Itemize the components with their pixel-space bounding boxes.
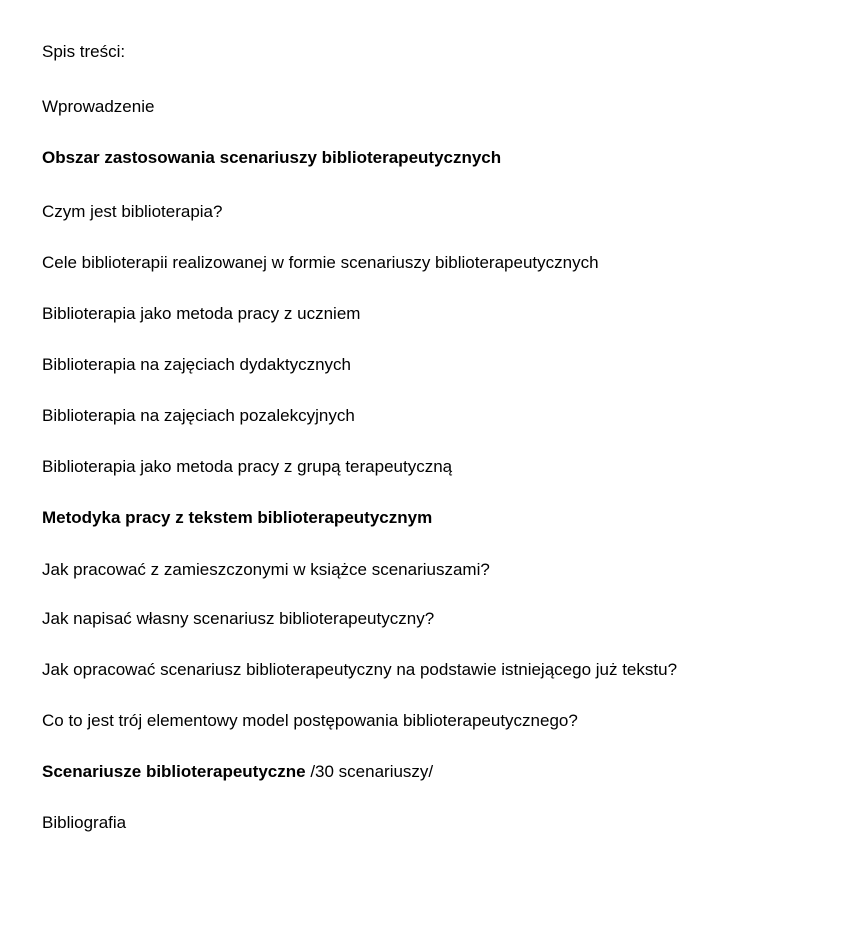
- toc-entry-three-element-model: Co to jest trój elementowy model postępowania biblioterapeutycznego?: [42, 711, 578, 730]
- toc-entry-how-to-work-with-scenarios: Jak pracować z zamieszczonymi w książce scenariuszami?: [42, 560, 490, 579]
- toc-entry-didactic-classes: Biblioterapia na zajęciach dydaktycznych: [42, 355, 352, 374]
- toc-section-scenarios-title: Scenariusze biblioterapeutyczne: [42, 762, 306, 781]
- toc-section-application-area: Obszar zastosowania scenariuszy biblioterapeutycznych: [42, 148, 502, 167]
- toc-entry-therapy-group: Biblioterapia jako metoda pracy z grupą terapeutyczną: [42, 457, 453, 476]
- toc-entry-introduction: Wprowadzenie: [42, 97, 155, 116]
- toc-section-scenarios: [42, 762, 433, 782]
- toc-entry-bibliography: Bibliografia: [42, 813, 127, 832]
- toc-entry-work-with-student: Biblioterapia jako metoda pracy z uczniem: [42, 304, 361, 323]
- toc-entry-based-on-existing-text: Jak opracować scenariusz biblioterapeutyczny na podstawie istniejącego już tekstu?: [42, 660, 678, 679]
- toc-heading: Spis treści:: [42, 42, 126, 61]
- toc-entry-write-own-scenario: Jak napisać własny scenariusz biblioterapeutyczny?: [42, 609, 435, 628]
- toc-section-scenarios-count: /30 scenariuszy/: [305, 762, 434, 781]
- toc-entry-what-is-bibliotherapy: Czym jest biblioterapia?: [42, 202, 223, 221]
- toc-entry-extracurricular-classes: Biblioterapia na zajęciach pozalekcyjnych: [42, 406, 355, 425]
- toc-section-methodology: Metodyka pracy z tekstem biblioterapeutycznym: [42, 508, 433, 527]
- toc-entry-goals: Cele biblioterapii realizowanej w formie scenariuszy biblioterapeutycznych: [42, 253, 599, 272]
